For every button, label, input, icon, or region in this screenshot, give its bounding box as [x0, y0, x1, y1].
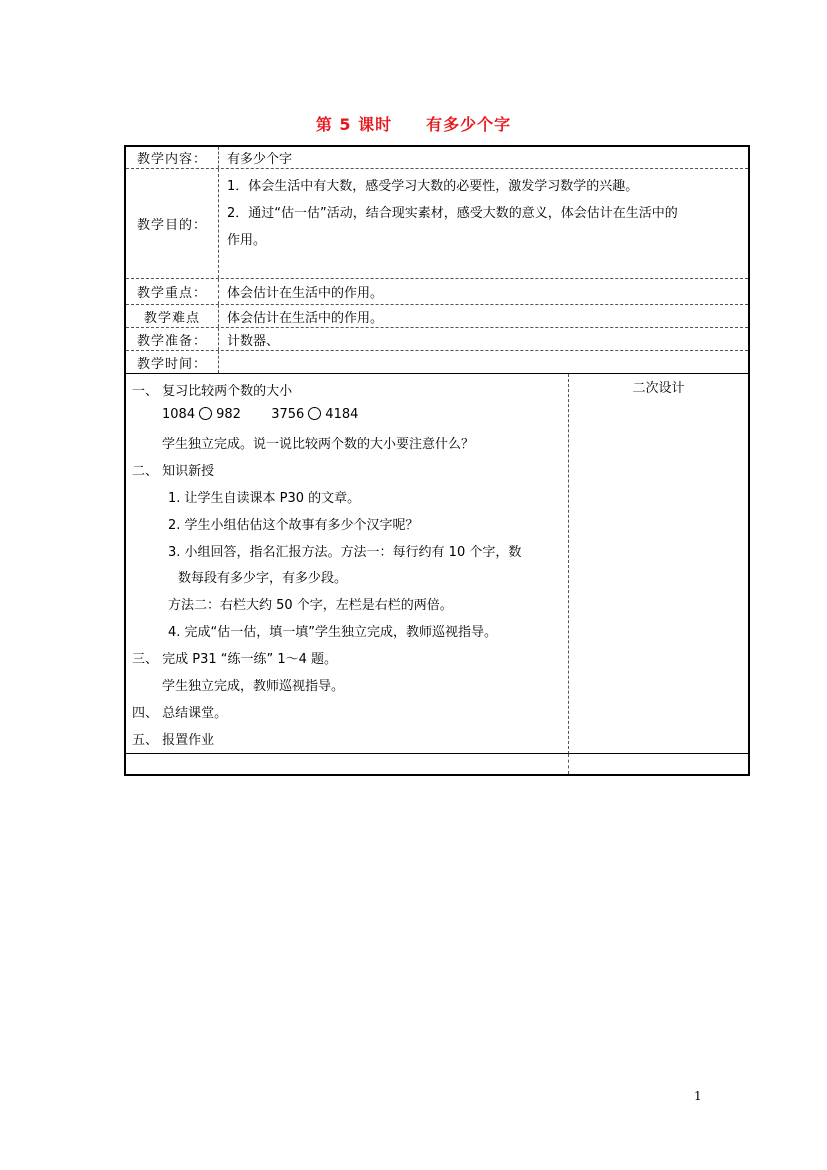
- lesson-number: 第 5 课时: [315, 115, 393, 134]
- lesson-plan-table: [124, 145, 750, 776]
- review-note: 学生独立完成。说一说比较两个数的大小要注意什么？: [162, 437, 475, 452]
- circle-icon: [308, 407, 321, 420]
- goal-item: 2．通过“估一估”活动，结合现实素材，感受大数的意义，体会估计在生活中的: [227, 206, 678, 221]
- step-3-method-2: 方法二：右栏大约 50 个字，左栏是右栏的两倍。: [168, 598, 453, 613]
- number-c: 3756: [271, 407, 305, 422]
- row-difficulty: [126, 305, 748, 328]
- label-content: 教学内容：: [126, 147, 219, 168]
- step-3-cont: 数每段有多少字，有多少段。: [178, 571, 348, 586]
- label-difficulty: 教学难点: [126, 305, 219, 327]
- lesson-process: [126, 374, 569, 754]
- number-d: 4184: [325, 407, 359, 422]
- second-design-header: 二次设计: [632, 381, 685, 396]
- row-time: [126, 351, 748, 374]
- practice-note: 学生独立完成，教师巡视指导。: [162, 679, 345, 694]
- value-time: [227, 351, 744, 373]
- label-time: 教学时间：: [126, 351, 219, 373]
- lesson-name: 有多少个字: [426, 115, 512, 134]
- goal-item: 作用。: [227, 233, 267, 248]
- section-review: 一、 复习比较两个数的大小: [132, 384, 293, 399]
- value-key: 体会估计在生活中的作用。: [227, 286, 384, 301]
- row-key: [126, 279, 748, 305]
- step-3: 3. 小组回答，指名汇报方法。方法一：每行约有 10 个字，数: [168, 545, 522, 560]
- row-content: [126, 147, 748, 169]
- value-difficulty: 体会估计在生活中的作用。: [227, 310, 384, 326]
- label-prep: 教学准备：: [126, 328, 219, 350]
- compare-exercise: [162, 407, 358, 422]
- number-a: 1084: [162, 407, 196, 422]
- circle-icon: [199, 407, 212, 420]
- section-new-knowledge: 二、 知识新授: [132, 464, 215, 479]
- goals-list: [227, 173, 742, 254]
- step-1: 1. 让学生自读课本 P30 的文章。: [168, 491, 361, 506]
- step-4: 4. 完成“估一估，填一填”学生独立完成，教师巡视指导。: [168, 625, 498, 640]
- row-goals: [126, 169, 748, 279]
- page-title: [0, 112, 827, 135]
- section-summary: 四、 总结课堂。: [132, 706, 228, 721]
- section-homework: 五、 报置作业: [132, 733, 215, 748]
- footer-empty-cell: [126, 754, 569, 774]
- value-content: 有多少个字: [227, 152, 293, 167]
- page-number: 1: [694, 1089, 702, 1103]
- section-practice: 三、 完成 P31 “练一练” 1～4 题。: [132, 652, 338, 667]
- row-prep: [126, 328, 748, 351]
- step-2: 2. 学生小组估估这个故事有多少个汉字呢？: [168, 518, 419, 533]
- label-key: 教学重点：: [126, 279, 219, 304]
- label-goals: 教学目的：: [126, 169, 219, 278]
- number-b: 982: [216, 407, 241, 422]
- second-design-column: [569, 374, 748, 754]
- goal-item: 1．体会生活中有大数，感受学习大数的必要性，激发学习数学的兴趣。: [227, 179, 639, 194]
- value-prep: 计数器、: [227, 333, 280, 349]
